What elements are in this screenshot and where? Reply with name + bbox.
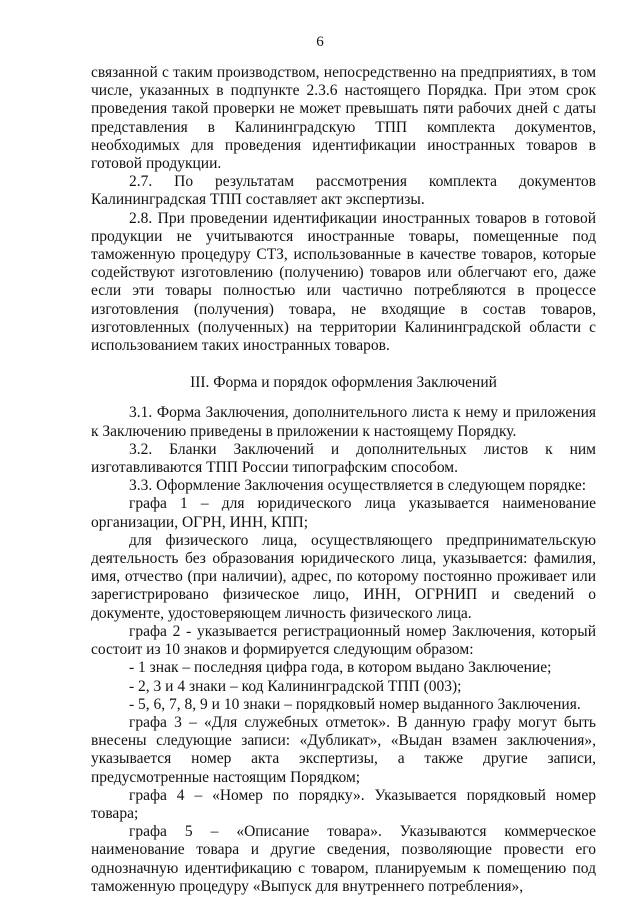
paragraph-field-2: графа 2 - указывается регистрационный номер Заключения, который состоит из 10 знаков и формируется следующим образом:: [91, 622, 596, 659]
paragraph-3-3: 3.3. Оформление Заключения осуществляется в следующем порядке:: [129, 477, 587, 495]
paragraph-field-3: графа 3 – «Для служебных отметок». В данную графу могут быть внесены следующие записи: «Дубликат», «Выдан взамен заключения», указывается номер акта экспертизы, а также другие записи, предусмотренные настоящим Порядком;: [91, 713, 596, 786]
paragraph-field-1-individual: для физического лица, осуществляющего предпринимательскую деятельность без образования юридического лица, указывается: фамилия, имя, отчество (при наличии), адрес, по которому постоянно проживает или зарегистрировано физическое лицо, ИНН, ОГРНИП и сведений о документе, удостоверяющем личность физического лица.: [91, 531, 596, 622]
paragraph-field-1: графа 1 – для юридического лица указывается наименование организации, ОГРН, ИНН, КПП;: [91, 495, 596, 531]
paragraph-3-2: 3.2. Бланки Заключений и дополнительных листов к ним изготавливаются ТПП России типографским способом.: [91, 440, 596, 477]
list-item-signs-2-4: - 2, 3 и 4 знаки – код Калининградской ТПП (003);: [129, 677, 462, 695]
list-item-sign-1: - 1 знак – последняя цифра года, в котором выдано Заключение;: [129, 659, 552, 677]
paragraph-field-5: графа 5 – «Описание товара». Указываются коммерческое наименование товара и другие сведения, позволяющие провести его однозначную идентификацию с товаром, планируемым к помещению под таможенную процедуру «Выпуск для внутреннего потребления»,: [91, 823, 596, 895]
paragraph-2-7: 2.7. По результатам рассмотрения комплекта документов Калининградская ТПП составляет акт экспертизы.: [91, 173, 596, 209]
paragraph-2-8: 2.8. При проведении идентификации иностранных товаров в готовой продукции не учитываются иностранные товары, помещенные под таможенную процедуру СТЗ, использованные в качестве товаров, которые содействуют изготовлению (получению) товаров или облегчают его, даже если эти товары полностью или частично потребляются в процессе изготовления (получения) товара, не входящие в состав товаров, изготовленных (полученных) на территории Калининградской области с использованием таких иностранных товаров.: [91, 209, 596, 355]
paragraph-field-4: графа 4 – «Номер по порядку». Указывается порядковый номер товара;: [91, 786, 596, 822]
paragraph-continuation: связанной с таким производством, непосредственно на предприятиях, в том числе, указанных в подпункте 2.3.6 настоящего Порядка. При этом срок проведения такой проверки не может превышать пяти рабочих дней с даты представления в Калининградскую ТПП комплекта документов, необходимых для проведения идентификации иностранных товаров в готовой продукции.: [91, 64, 596, 173]
document-body: [91, 64, 596, 896]
list-item-signs-5-10: - 5, 6, 7, 8, 9 и 10 знаки – порядковый номер выданного Заключения.: [129, 695, 581, 713]
section-heading: III. Форма и порядок оформления Заключений: [190, 374, 497, 392]
page-number: 6: [316, 34, 324, 50]
paragraph-3-1: 3.1. Форма Заключения, дополнительного листа к нему и приложения к Заключению приведены в приложении к настоящему Порядку.: [91, 404, 596, 440]
